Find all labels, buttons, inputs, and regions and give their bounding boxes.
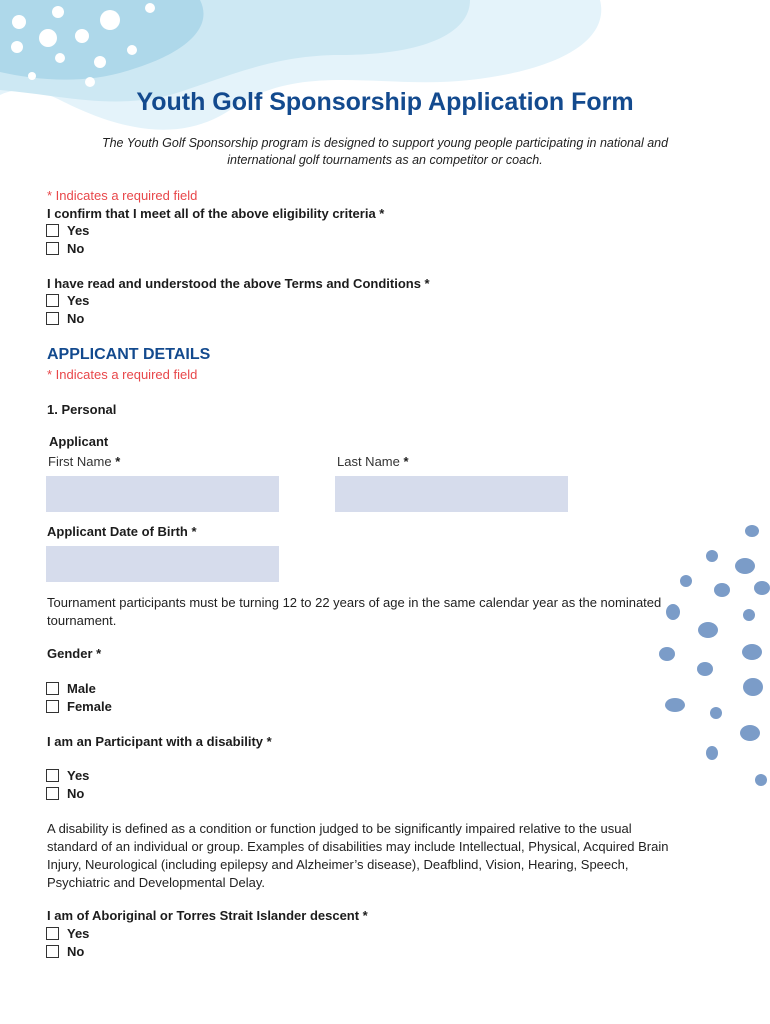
eligibility-no-option[interactable] — [46, 241, 84, 256]
disability-question: I am an Participant with a disability * — [47, 734, 272, 749]
applicant-label: Applicant — [49, 434, 109, 449]
last-name-text: Last Name — [337, 454, 400, 469]
eligibility-no-checkbox[interactable] — [46, 242, 59, 255]
gender-female-checkbox[interactable] — [46, 700, 59, 713]
aboriginal-yes-checkbox[interactable] — [46, 927, 59, 940]
applicant-required-note: * Indicates a required field — [47, 367, 198, 382]
terms-no-option[interactable] — [46, 311, 84, 326]
terms-question: I have read and understood the above Terms and Conditions * — [47, 276, 430, 291]
aboriginal-no-checkbox[interactable] — [46, 945, 59, 958]
option-label: Yes — [67, 768, 90, 783]
last-name-input[interactable] — [335, 476, 568, 512]
first-name-label — [48, 454, 120, 469]
disability-yes-option[interactable] — [46, 768, 89, 783]
required-note: * Indicates a required field — [47, 188, 198, 203]
intro-text: The Youth Golf Sponsorship program is designed to support young people participating in national and international golf tournaments as an competitor or coach. — [101, 136, 669, 167]
required-marker: * — [115, 454, 121, 469]
option-label: Yes — [67, 223, 90, 238]
disability-note: A disability is defined as a condition or function judged to be significantly impaired relative to the usual standard of an individual or group. Examples of disabilities may include Intellectual, Physical, Acquired Brain Injury, Neurological (including epilepsy and Alzheimer’s disease), Deafblind, Vision, Hearing, Speech, Psychiatric and Developmental Delay. — [47, 821, 669, 890]
eligibility-question: I confirm that I meet all of the above eligibility criteria * — [47, 206, 385, 221]
option-label: Female — [67, 699, 112, 714]
eligibility-yes-checkbox[interactable] — [46, 224, 59, 237]
gender-question: Gender * — [47, 646, 102, 661]
option-label: No — [67, 786, 85, 801]
option-label: No — [67, 944, 85, 959]
disability-no-option[interactable] — [46, 786, 84, 801]
disability-yes-checkbox[interactable] — [46, 769, 59, 782]
option-label: Yes — [67, 293, 90, 308]
disability-no-checkbox[interactable] — [46, 787, 59, 800]
dob-input[interactable] — [46, 546, 279, 582]
dob-label: Applicant Date of Birth * — [47, 524, 197, 539]
terms-yes-checkbox[interactable] — [46, 294, 59, 307]
first-name-text: First Name — [48, 454, 112, 469]
option-label: Male — [67, 681, 96, 696]
option-label: No — [67, 311, 85, 326]
gender-male-checkbox[interactable] — [46, 682, 59, 695]
first-name-input[interactable] — [46, 476, 279, 512]
gender-female-option[interactable] — [46, 699, 112, 714]
age-note: Tournament participants must be turning 12 to 22 years of age in the same calendar year as the nominated tournament. — [47, 595, 662, 628]
aboriginal-no-option[interactable] — [46, 944, 84, 959]
required-marker: * — [403, 454, 409, 469]
terms-yes-option[interactable] — [46, 293, 89, 308]
option-label: Yes — [67, 926, 90, 941]
applicant-details-heading: APPLICANT DETAILS — [47, 346, 211, 363]
personal-heading: 1. Personal — [47, 402, 117, 417]
aboriginal-yes-option[interactable] — [46, 926, 89, 941]
option-label: No — [67, 241, 85, 256]
last-name-label — [337, 454, 409, 469]
eligibility-yes-option[interactable] — [46, 223, 89, 238]
aboriginal-question: I am of Aboriginal or Torres Strait Islander descent * — [47, 908, 368, 923]
gender-male-option[interactable] — [46, 681, 96, 696]
form-title: Youth Golf Sponsorship Application Form — [136, 88, 634, 116]
terms-no-checkbox[interactable] — [46, 312, 59, 325]
